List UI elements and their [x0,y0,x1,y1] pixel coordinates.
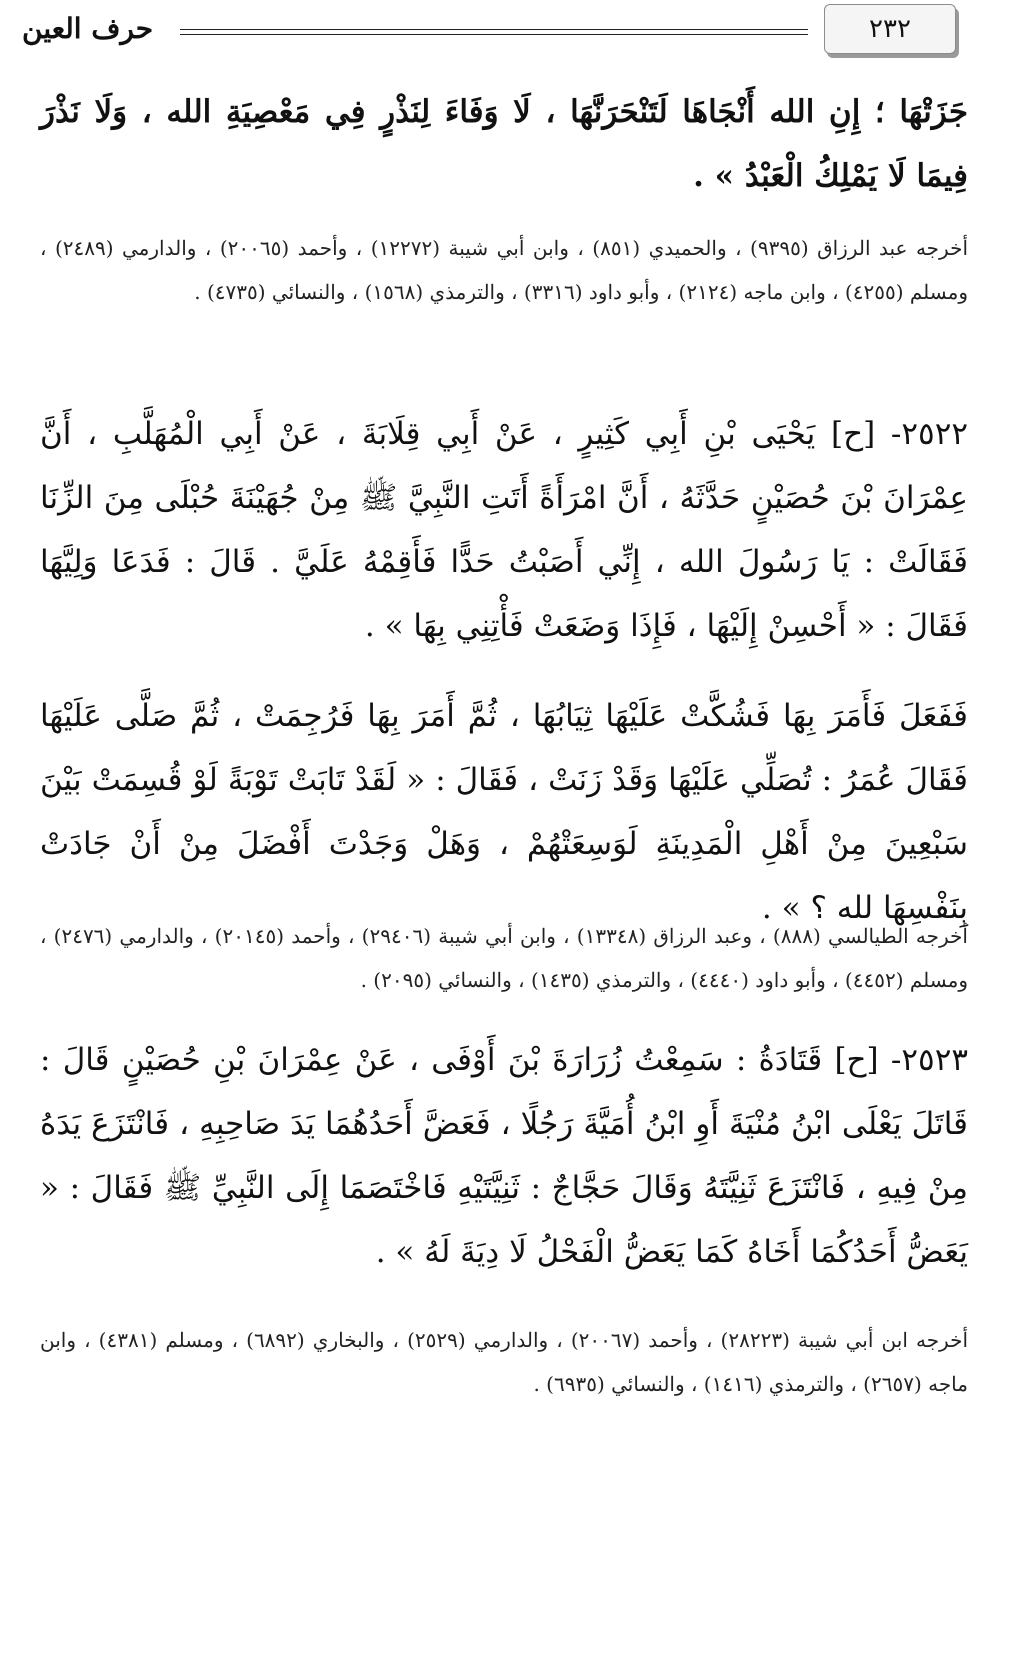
page-number: ٢٣٢ [824,4,956,54]
hadith-2523: ٢٥٢٣- [ح] قَتَادَةُ : سَمِعْتُ زُرَارَةَ بْنَ أَوْفَى ، عَنْ عِمْرَانَ بْنِ حُصَيْنٍ قَالَ : قَاتَلَ يَعْلَى ابْنُ مُنْيَةَ أَوِ ابْنُ أُمَيَّةَ رَجُلًا ، فَعَضَّ أَحَدُهُمَا يَدَ صَاحِبِهِ ، فَانْتَزَعَ يَدَهُ مِنْ فِيهِ ، فَانْتَزَعَ ثَنِيَّتَهُ وَقَالَ حَجَّاجٌ : ثَنِيَّتَيْهِ فَاخْتَصَمَا إِلَى النَّبِيِّ ﷺ فَقَالَ : « يَعَضُّ أَحَدُكُمَا أَخَاهُ كَمَا يَعَضُّ الْفَحْلُ لَا دِيَةَ لَهُ » . [40,1042,968,1270]
hadith-continuation: جَزَتْهَا ؛ إِنِ الله أَنْجَاهَا لَتَنْحَرَنَّهَا ، لَا وَفَاءَ لِنَذْرٍ فِي مَعْصِيَةِ الله ، وَلَا نَذْرَ فِيمَا لَا يَمْلِكُ الْعَبْدُ » . [40,94,968,194]
header-rule [180,29,808,35]
takhrij-footnote: أخرجه ابن أبي شيبة (٢٨٢٢٣) ، وأحمد (٢٠٠٦٧) ، والدارمي (٢٥٢٩) ، والبخاري (٦٨٩٢) ، ومسلم (٤٣٨١) ، وابن ماجه (٢٦٥٧) ، والترمذي (١٤١٦) ، والنسائي (٦٩٣٥) . [40,1328,969,1396]
chapter-title: حرف العين [22,12,154,45]
takhrij-footnote: أخرجه الطيالسي (٨٨٨) ، وعبد الرزاق (١٣٣٤٨) ، وابن أبي شيبة (٢٩٤٠٦) ، وأحمد (٢٠١٤٥) ، والدارمي (٢٤٧٦) ، ومسلم (٤٤٥٢) ، وأبو داود (٤٤٤٠) ، والترمذي (١٤٣٥) ، والنسائي (٢٠٩٥) . [40,924,968,992]
hadith-2522-continued: فَفَعَلَ فَأَمَرَ بِهَا فَشُكَّتْ عَلَيْهَا ثِيَابُهَا ، ثُمَّ أَمَرَ بِهَا فَرُجِمَتْ ، ثُمَّ صَلَّى عَلَيْهَا فَقَالَ عُمَرُ : تُصَلِّي عَلَيْهَا وَقَدْ زَنَتْ ، فَقَالَ : « لَقَدْ تَابَتْ تَوْبَةً لَوْ قُسِمَتْ بَيْنَ سَبْعِينَ مِنْ أَهْلِ الْمَدِينَةِ لَوَسِعَتْهُمْ ، وَهَلْ وَجَدْتَ أَفْضَلَ مِنْ أَنْ جَادَتْ بِنَفْسِهَا لله ؟ » . [40,698,968,926]
takhrij-footnote: أخرجه عبد الرزاق (٩٣٩٥) ، والحميدي (٨٥١) ، وابن أبي شيبة (١٢٢٧٢) ، وأحمد (٢٠٠٦٥) ، والدارمي (٢٤٨٩) ، ومسلم (٤٢٥٥) ، وابن ماجه (٢١٢٤) ، وأبو داود (٣٣١٦) ، والترمذي (١٥٦٨) ، والنسائي (٤٧٣٥) . [40,236,968,304]
hadith-2522: ٢٥٢٢- [ح] يَحْيَى بْنِ أَبِي كَثِيرٍ ، عَنْ أَبِي قِلَابَةَ ، عَنْ أَبِي الْمُهَلَّبِ ، أَنَّ عِمْرَانَ بْنَ حُصَيْنٍ حَدَّثَهُ ، أَنَّ امْرَأَةً أَتَتِ النَّبِيَّ ﷺ مِنْ جُهَيْنَةَ حُبْلَى مِنَ الزِّنَا فَقَالَتْ : يَا رَسُولَ الله ، إِنِّي أَصَبْتُ حَدًّا فَأَقِمْهُ عَلَيَّ . قَالَ : فَدَعَا وَلِيَّهَا فَقَالَ : « أَحْسِنْ إِلَيْهَا ، فَإِذَا وَضَعَتْ فَأْتِنِي بِهَا » . [40,416,968,644]
